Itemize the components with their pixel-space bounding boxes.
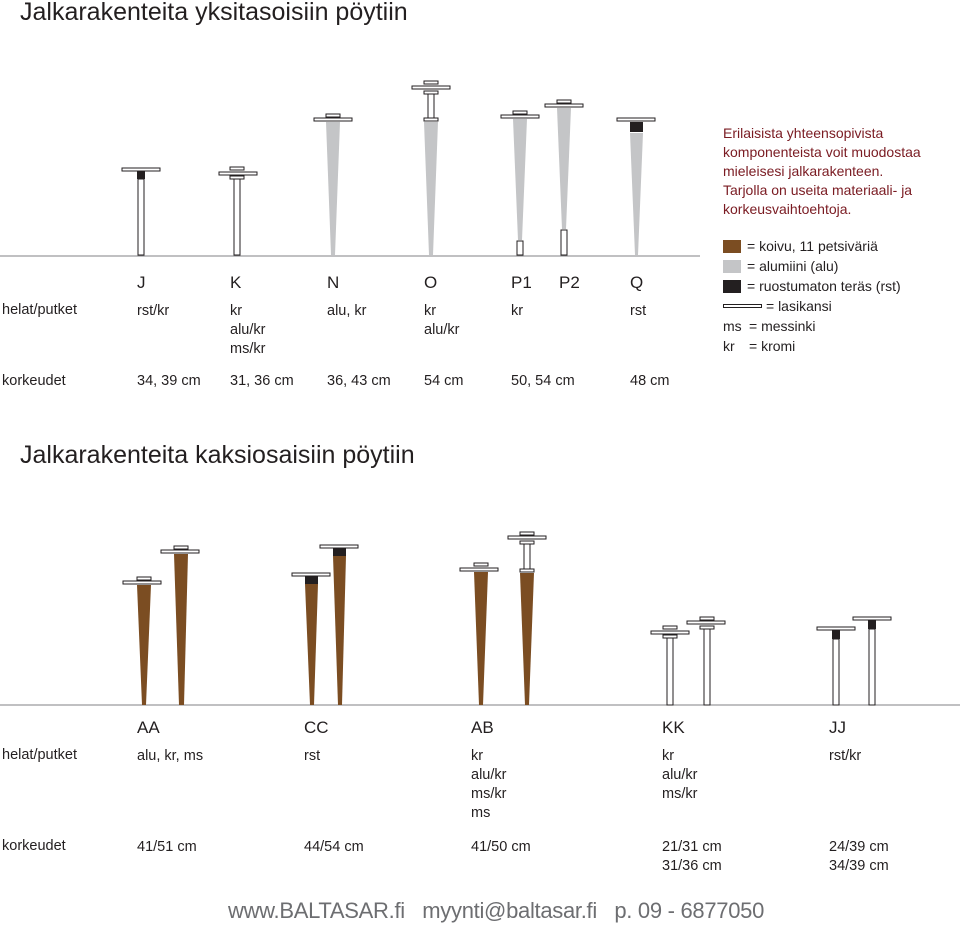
heights-o: 54 cm xyxy=(424,373,464,389)
leg-kk xyxy=(651,617,725,705)
fittings-k: kr alu/kr ms/kr xyxy=(230,303,266,357)
fittings-ab: kr alu/kr ms/kr ms xyxy=(471,748,507,821)
heights-kk: 21/31 cm 31/36 cm xyxy=(662,839,722,874)
fittings-jj: rst/kr xyxy=(829,748,862,764)
legend-text-glass: = lasikansi xyxy=(766,298,832,314)
leg-cc xyxy=(292,545,358,705)
heights-p1: 50, 54 cm xyxy=(511,373,575,389)
heights-cc: 44/54 cm xyxy=(304,839,364,855)
fittings-kk: kr alu/kr ms/kr xyxy=(662,748,698,802)
legend-item-chrome xyxy=(723,337,795,355)
leg-j xyxy=(122,168,160,255)
row-label-heights-1: korkeudet xyxy=(2,373,66,389)
model-code-ab: AB xyxy=(471,718,494,737)
fittings-o: kr alu/kr xyxy=(424,303,460,338)
footer-contact: www.BALTASAR.fi myynti@baltasar.fi p. 09 - 6877050 xyxy=(228,898,765,923)
model-code-cc: CC xyxy=(304,718,329,737)
leg-jj xyxy=(817,617,891,705)
leg-ab xyxy=(460,532,546,705)
model-code-p1: P1 xyxy=(511,273,532,292)
model-code-n: N xyxy=(327,273,340,292)
fittings-q: rst xyxy=(630,303,647,319)
glass-top-icon xyxy=(723,301,763,311)
legend-key-kr: kr xyxy=(723,338,735,354)
legend-key-ms: ms xyxy=(723,318,742,334)
model-code-q: Q xyxy=(630,273,644,292)
leg-k xyxy=(219,167,257,255)
steel-swatch-icon xyxy=(723,280,741,293)
legend-item-brass xyxy=(723,317,816,335)
fittings-j: rst/kr xyxy=(137,303,170,319)
fittings-aa: alu, kr, ms xyxy=(137,748,204,764)
model-code-jj: JJ xyxy=(829,718,846,737)
section2-title: Jalkarakenteita kaksiosaisiin pöytiin xyxy=(20,441,415,469)
leg-q xyxy=(617,118,655,255)
aluminium-swatch-icon xyxy=(723,260,741,273)
row-label-fittings-2: helat/putket xyxy=(2,747,77,763)
leg-p2 xyxy=(545,100,583,255)
heights-n: 36, 43 cm xyxy=(327,373,391,389)
legend-item-birch xyxy=(723,237,878,255)
model-code-k: K xyxy=(230,273,242,292)
leg-n xyxy=(314,114,352,255)
model-code-p2: P2 xyxy=(559,273,580,292)
legend-text-brass: = messinki xyxy=(749,318,816,334)
legend-item-aluminium xyxy=(723,257,838,275)
legend-text-chrome: = kromi xyxy=(749,338,796,354)
heights-k: 31, 36 cm xyxy=(230,373,294,389)
birch-swatch-icon xyxy=(723,240,741,253)
fittings-cc: rst xyxy=(304,748,321,764)
row-label-fittings-1: helat/putket xyxy=(2,302,77,318)
heights-ab: 41/50 cm xyxy=(471,839,531,855)
leg-p1 xyxy=(501,111,539,255)
legend-item-glass xyxy=(723,297,832,315)
leg-o xyxy=(412,81,450,255)
intro-text: Erilaisista yhteensopivista komponenteista voit muodostaa mieleisesi jalkarakenteen. Tarjolla on useita materiaali- ja korkeusvaihtoehtoja. xyxy=(723,125,921,217)
heights-jj: 24/39 cm 34/39 cm xyxy=(829,839,889,874)
model-code-kk: KK xyxy=(662,718,685,737)
section1-title: Jalkarakenteita yksitasoisiin pöytiin xyxy=(20,0,408,26)
fittings-p1: kr xyxy=(511,303,524,319)
fittings-n: alu, kr xyxy=(327,303,367,319)
heights-j: 34, 39 cm xyxy=(137,373,201,389)
heights-q: 48 cm xyxy=(630,373,670,389)
legend-text-birch: = koivu, 11 petsiväriä xyxy=(747,238,878,254)
row-label-heights-2: korkeudet xyxy=(2,838,66,854)
legend-text-steel: = ruostumaton teräs (rst) xyxy=(747,278,901,294)
legend-item-steel xyxy=(723,277,901,295)
model-code-aa: AA xyxy=(137,718,160,737)
leg-aa xyxy=(123,546,199,705)
legend-text-aluminium: = alumiini (alu) xyxy=(747,258,839,274)
model-code-j: J xyxy=(137,273,146,292)
model-code-o: O xyxy=(424,273,438,292)
heights-aa: 41/51 cm xyxy=(137,839,197,855)
